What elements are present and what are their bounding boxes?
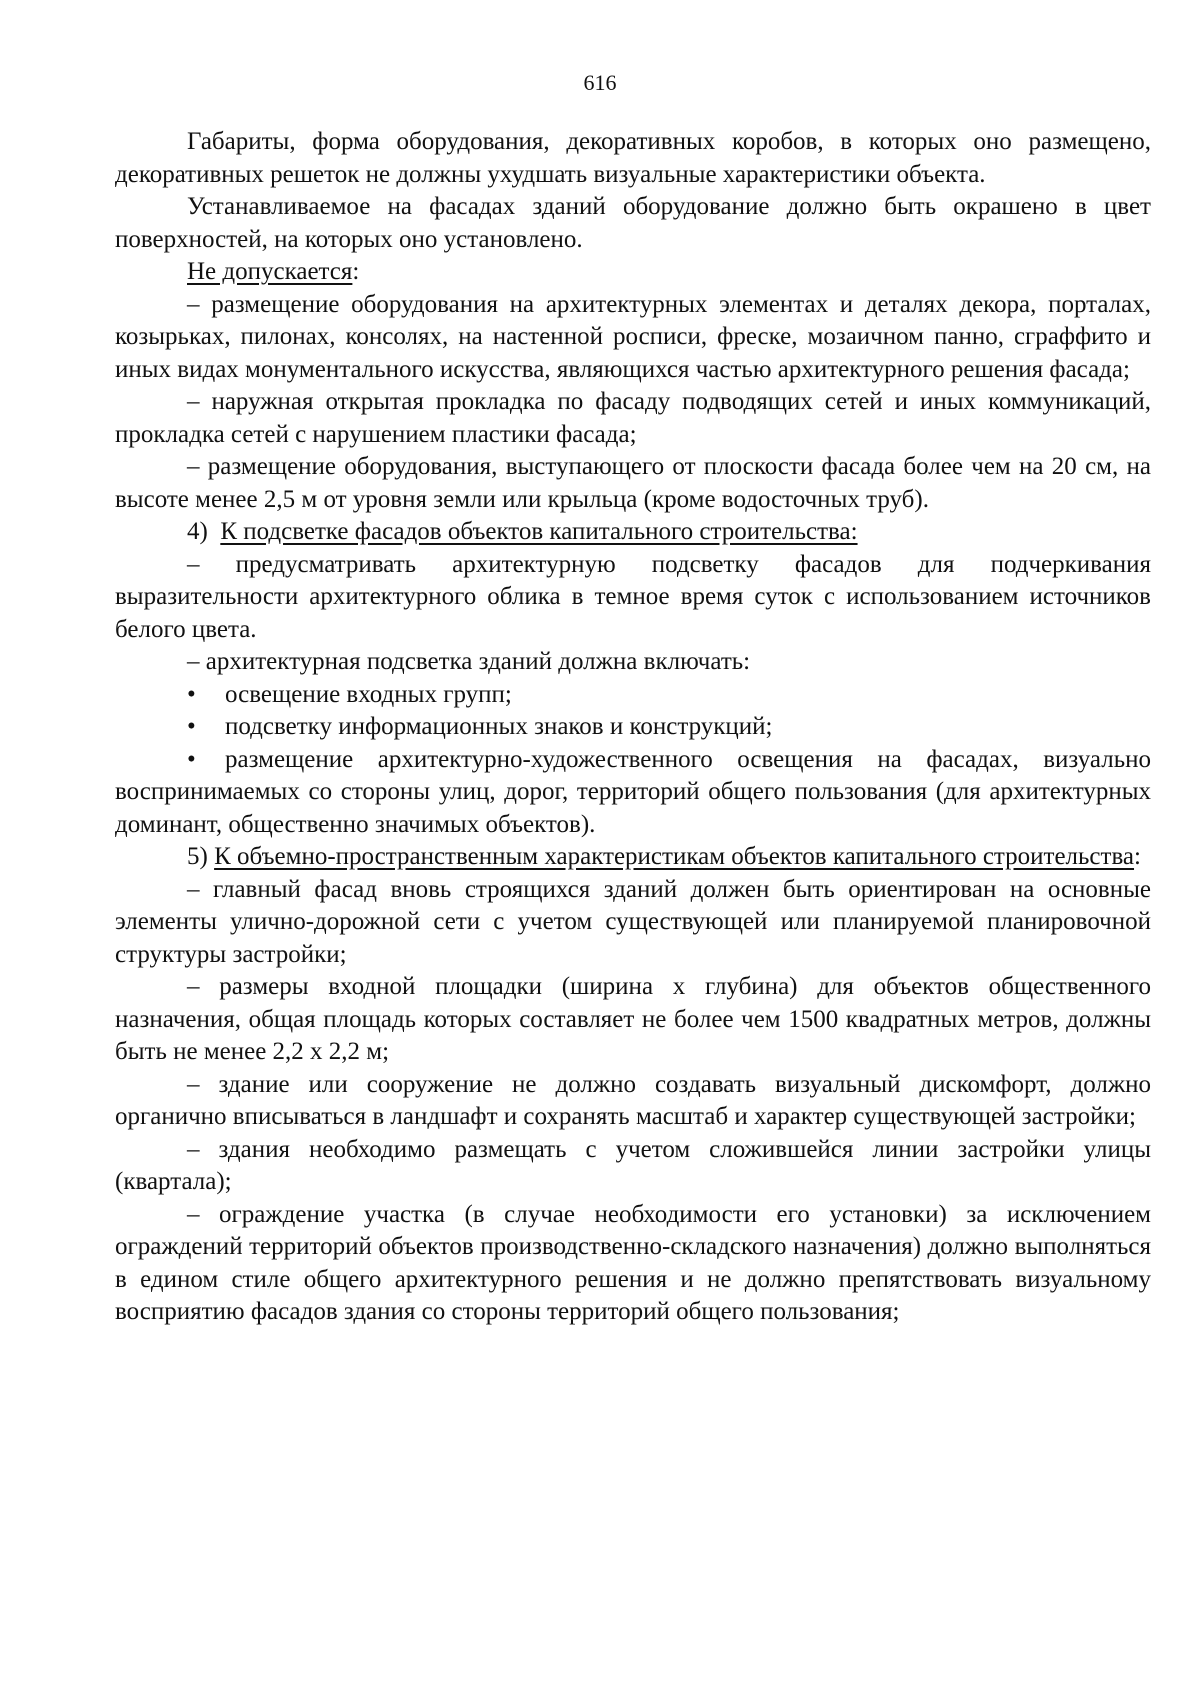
paragraph-visual-comfort: – здание или сооружение не должно создавать визуальный дискомфорт, должно органично вписываться в ландшафт и сохранять масштаб и характер существующей застройки; [115, 1070, 1151, 1130]
document-body [115, 126, 1151, 1329]
section-title-volume-spatial: К объемно-пространственным характеристикам объектов капитального строительства [214, 843, 1135, 870]
paragraph-lighting-provide: – предусматривать архитектурную подсветку фасадов для подчеркивания выразительности архитектурного облика в темное время суток с использованием источников белого цвета. [115, 550, 1151, 643]
bullet-text: подсветку информационных знаков и конструкций; [225, 713, 773, 740]
paragraph-item-architectural-elements: – размещение оборудования на архитектурных элементах и деталях декора, порталах, козырьках, пилонах, консолях, на настенной росписи, фреске, мозаичном панно, сграффито и иных видах монументального искусства, являющихся частью архитектурного решения фасада; [115, 290, 1151, 383]
bullet-icon: • [187, 680, 196, 708]
section-number-4: 4) [187, 518, 208, 545]
bullet-icon: • [187, 713, 196, 740]
paragraph-equipment-dimensions: Габариты, форма оборудования, декоративных коробов, в которых оно размещено, декоративных решеток не должны ухудшать визуальные характеристики объекта. [115, 128, 1151, 188]
section-title-colon: : [1134, 843, 1141, 870]
section-title-lighting: К подсветке фасадов объектов капитального строительства: [220, 518, 858, 545]
not-allowed-colon: : [352, 258, 360, 285]
paragraph-building-line: – здания необходимо размещать с учетом сложившейся линии застройки улицы (квартала); [115, 1135, 1151, 1195]
paragraph-equipment-color: Устанавливаемое на фасадах зданий оборудование должно быть окрашено в цвет поверхностей, на которых оно установлено. [115, 193, 1151, 253]
section-heading-volume-spatial [115, 841, 1151, 874]
not-allowed-label: Не допускается [187, 258, 353, 285]
paragraph-not-allowed-heading [115, 256, 1151, 289]
bullet-text: размещение архитектурно-художественного освещения на фасадах, визуально воспринимаемых со стороны улиц, дорог, территорий общего пользования (для архитектурных доминант, общественно значимых объектов). [115, 745, 1151, 838]
section-number-5: 5) [187, 843, 208, 870]
bullet-text: освещение входных групп; [225, 680, 512, 708]
bullet-item-facade-lighting [115, 744, 1151, 842]
paragraph-fencing: – ограждение участка (в случае необходимости его установки) за исключением ограждений территорий объектов производственно-складского назначения) должно выполняться в едином стиле общего архитектурного решения и не должно препятствовать визуальному восприятию фасадов здания со стороны территорий общего пользования; [115, 1200, 1151, 1325]
paragraph-main-facade: – главный фасад вновь строящихся зданий должен быть ориентирован на основные элементы улично-дорожной сети с учетом существующей или планируемой планировочной структуры застройки; [115, 875, 1151, 968]
section-heading-lighting [115, 516, 1151, 549]
bullet-item-entrance-lighting [115, 679, 1151, 712]
page-number: 616 [583, 70, 617, 95]
paragraph-item-open-networks: – наружная открытая прокладка по фасаду подводящих сетей и иных коммуникаций, прокладка сетей с нарушением пластики фасада; [115, 388, 1151, 448]
bullet-icon: • [187, 745, 196, 773]
paragraph-item-protruding-equipment: – размещение оборудования, выступающего от плоскости фасада более чем на 20 см, на высоте менее 2,5 м от уровня земли или крыльца (кроме водосточных труб). [115, 453, 1151, 513]
paragraph-entrance-area: – размеры входной площадки (ширина х глубина) для объектов общественного назначения, общая площадь которых составляет не более чем 1500 квадратных метров, должны быть не менее 2,2 х 2,2 м; [115, 973, 1151, 1065]
bullet-item-signs-lighting [115, 711, 1151, 744]
paragraph-lighting-include: – архитектурная подсветка зданий должна включать: [187, 648, 751, 675]
